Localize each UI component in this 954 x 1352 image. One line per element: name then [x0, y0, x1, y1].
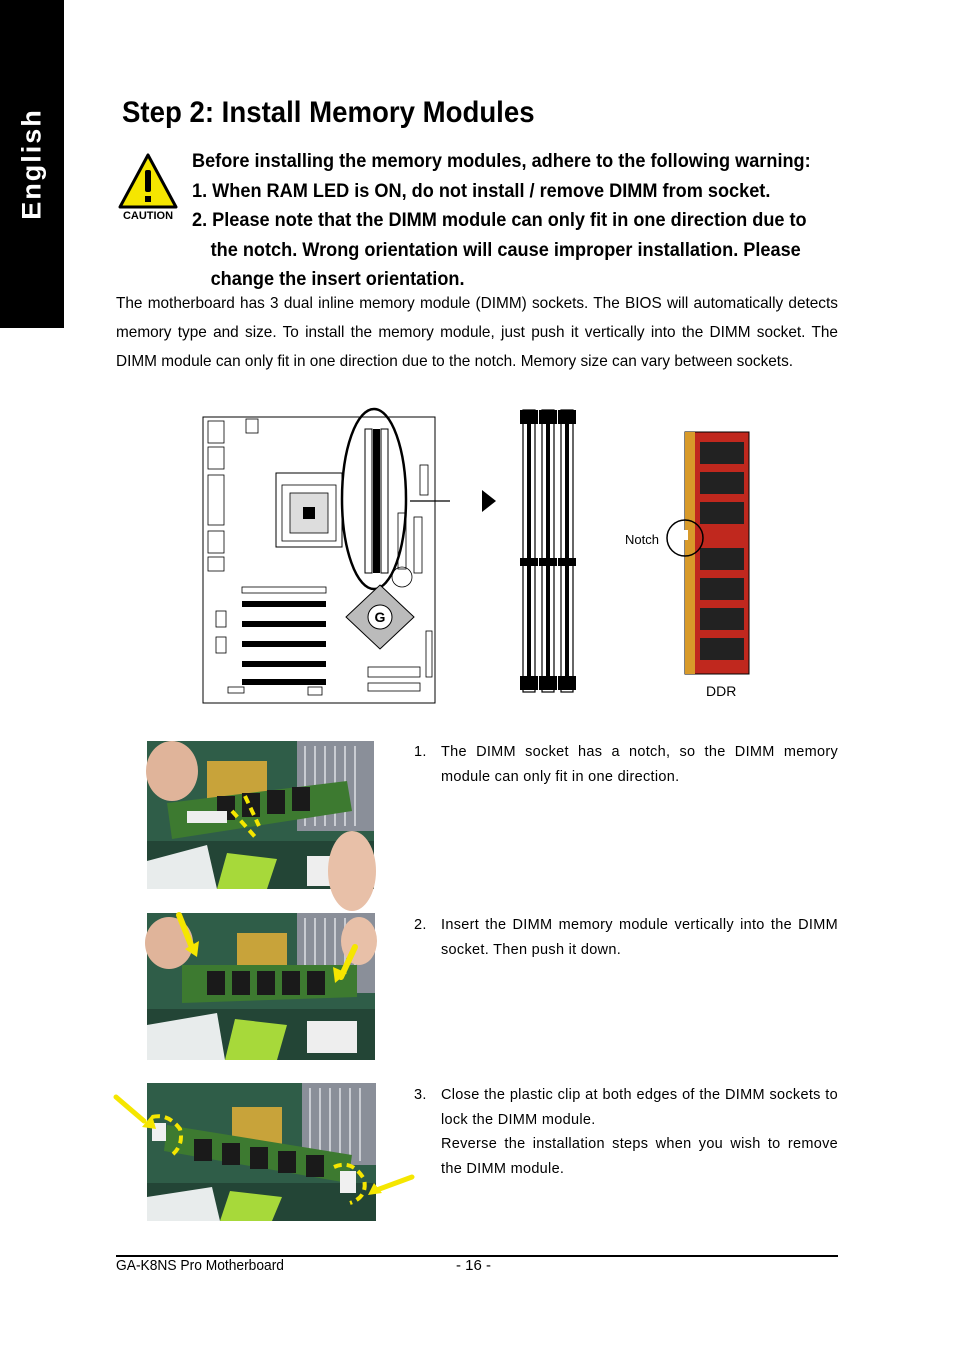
step-3-number: 3.: [414, 1087, 427, 1103]
warning-item-1: 1. When RAM LED is ON, do not install / remove DIMM from socket.: [192, 179, 771, 202]
step-3: [414, 1083, 838, 1181]
ddr-label: DDR: [706, 683, 737, 699]
motherboard-diagram: [200, 405, 450, 707]
step-3-text-2: Reverse the installation steps when you wish to remove the DIMM module.: [441, 1136, 838, 1177]
photo-dimm-notch: [147, 741, 374, 889]
warning-block: [192, 147, 842, 295]
photo-dimm-lock: [112, 1083, 416, 1223]
caution-icon: [117, 152, 179, 222]
warning-intro: Before installing the memory modules, adhere to the following warning:: [192, 150, 811, 172]
notch-label: Notch: [625, 532, 659, 547]
footer-model: GA-K8NS Pro Motherboard: [116, 1257, 284, 1274]
dimm-slot-detail: [518, 408, 582, 694]
warning-item-2-line-1: 2. Please note that the DIMM module can only fit in one direction due to: [192, 209, 807, 231]
warning-item-2-line-2: the notch. Wrong orientation will cause improper installation. Please: [210, 238, 801, 261]
language-tab-label: English: [16, 108, 47, 220]
step-2-number: 2.: [414, 917, 427, 933]
notch-highlight-circle: [665, 515, 709, 561]
intro-paragraph: The motherboard has 3 dual inline memory module (DIMM) sockets. The BIOS will automatically detects memory type and size. To install the memory module, just push it vertically into the DIMM socket. The DIMM module can only fit in one direction due to the notch. Memory size can vary between sockets.: [116, 295, 838, 370]
chipset-logo: G: [374, 609, 386, 625]
caution-label: CAUTION: [122, 210, 174, 222]
language-tab: [0, 0, 64, 328]
step-1-number: 1.: [414, 744, 427, 760]
photo-dimm-insert: [147, 913, 375, 1060]
arrow-right-icon: [482, 489, 498, 513]
step-2: [414, 913, 838, 962]
warning-item-2-line-3: change the insert orientation.: [210, 268, 465, 290]
step-2-text: Insert the DIMM memory module vertically into the DIMM socket. Then push it down.: [441, 917, 838, 958]
footer-page-number: - 16 -: [456, 1257, 492, 1274]
page-title: Step 2: Install Memory Modules: [122, 96, 535, 129]
step-1: [414, 740, 838, 789]
step-1-text: The DIMM socket has a notch, so the DIMM memory module can only fit in one direction.: [441, 744, 838, 785]
step-3-text: Close the plastic clip at both edges of the DIMM sockets to lock the DIMM module.: [441, 1087, 838, 1128]
